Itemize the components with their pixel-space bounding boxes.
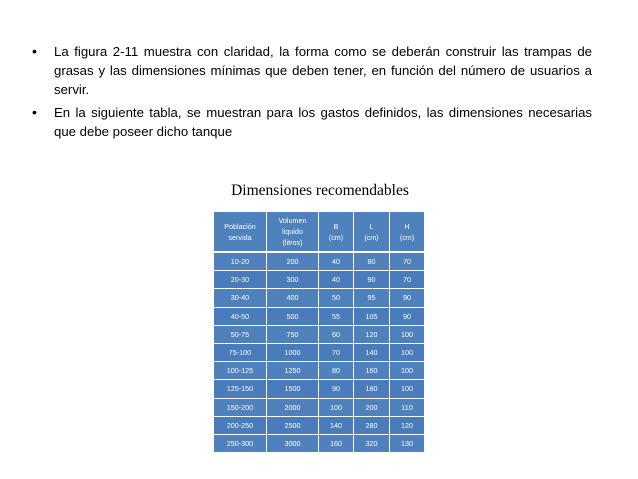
- cell-b: 80: [319, 362, 354, 380]
- cell-h: 70: [390, 252, 425, 271]
- cell-h: 90: [390, 307, 425, 325]
- table-row: [214, 343, 425, 361]
- cell-b: 100: [319, 398, 354, 416]
- cell-poblacion: 100-125: [214, 362, 267, 380]
- cell-h: 100: [390, 325, 425, 343]
- table-row: [214, 252, 425, 271]
- cell-l: 200: [354, 398, 390, 416]
- bullet-item-2: [32, 103, 592, 141]
- cell-b: 55: [319, 307, 354, 325]
- cell-volumen: 400: [267, 289, 319, 307]
- bullet-marker: •: [32, 43, 37, 59]
- table-row: [214, 307, 425, 325]
- cell-volumen: 200: [267, 252, 319, 271]
- cell-b: 40: [319, 271, 354, 289]
- cell-b: 60: [319, 325, 354, 343]
- table-title: [0, 182, 638, 200]
- cell-h: 70: [390, 271, 425, 289]
- cell-poblacion: 10-20: [214, 252, 267, 271]
- cell-poblacion: 250-300: [214, 434, 267, 452]
- cell-poblacion: 50-75: [214, 325, 267, 343]
- cell-l: 180: [354, 380, 390, 398]
- cell-l: 120: [354, 325, 390, 343]
- cell-l: 280: [354, 416, 390, 434]
- cell-h: 100: [390, 362, 425, 380]
- table-row: [214, 416, 425, 434]
- cell-poblacion: 30-40: [214, 289, 267, 307]
- cell-poblacion: 150-200: [214, 398, 267, 416]
- header-poblacion: Población servida: [214, 212, 267, 253]
- cell-volumen: 500: [267, 307, 319, 325]
- cell-l: 95: [354, 289, 390, 307]
- cell-b: 160: [319, 434, 354, 452]
- cell-h: 90: [390, 289, 425, 307]
- cell-l: 105: [354, 307, 390, 325]
- header-l: L (cm): [354, 212, 390, 253]
- cell-l: 90: [354, 271, 390, 289]
- cell-poblacion: 200-250: [214, 416, 267, 434]
- cell-h: 120: [390, 416, 425, 434]
- table-header-row: [214, 212, 425, 253]
- cell-volumen: 2500: [267, 416, 319, 434]
- table-row: [214, 380, 425, 398]
- table-row: [214, 398, 425, 416]
- cell-l: 320: [354, 434, 390, 452]
- bullet-text: En la siguiente tabla, se muestran para los gastos definidos, las dimensiones necesarias que debe poseer dicho tanque: [54, 105, 592, 139]
- cell-poblacion: 75-100: [214, 343, 267, 361]
- bullet-item-1: [32, 42, 592, 99]
- cell-poblacion: 20-30: [214, 271, 267, 289]
- cell-volumen: 1500: [267, 380, 319, 398]
- bullet-list: [32, 42, 592, 145]
- cell-h: 110: [390, 398, 425, 416]
- table-row: [214, 362, 425, 380]
- header-volumen: Volumen liquido (litros): [267, 212, 319, 253]
- bullet-text: La figura 2-11 muestra con claridad, la forma como se deberán construir las trampas de grasas y las dimensiones mínimas que deben tener, en función del número de usuarios a servir.: [54, 44, 592, 97]
- cell-volumen: 3000: [267, 434, 319, 452]
- cell-b: 40: [319, 252, 354, 271]
- cell-volumen: 2000: [267, 398, 319, 416]
- cell-l: 160: [354, 362, 390, 380]
- cell-poblacion: 125-150: [214, 380, 267, 398]
- cell-b: 90: [319, 380, 354, 398]
- table-row: [214, 289, 425, 307]
- header-b: B (cm): [319, 212, 354, 253]
- cell-l: 140: [354, 343, 390, 361]
- bullet-marker: •: [32, 104, 37, 120]
- table-row: [214, 434, 425, 452]
- table-row: [214, 325, 425, 343]
- cell-poblacion: 40-50: [214, 307, 267, 325]
- table-row: [214, 271, 425, 289]
- dimensions-table: [213, 211, 425, 453]
- cell-b: 70: [319, 343, 354, 361]
- cell-l: 80: [354, 252, 390, 271]
- cell-h: 100: [390, 343, 425, 361]
- cell-volumen: 300: [267, 271, 319, 289]
- cell-volumen: 750: [267, 325, 319, 343]
- cell-h: 130: [390, 434, 425, 452]
- cell-b: 140: [319, 416, 354, 434]
- cell-b: 50: [319, 289, 354, 307]
- cell-h: 100: [390, 380, 425, 398]
- cell-volumen: 1250: [267, 362, 319, 380]
- header-h: H (cm): [390, 212, 425, 253]
- cell-volumen: 1000: [267, 343, 319, 361]
- table-title-text: Dimensiones recomendables: [231, 182, 409, 199]
